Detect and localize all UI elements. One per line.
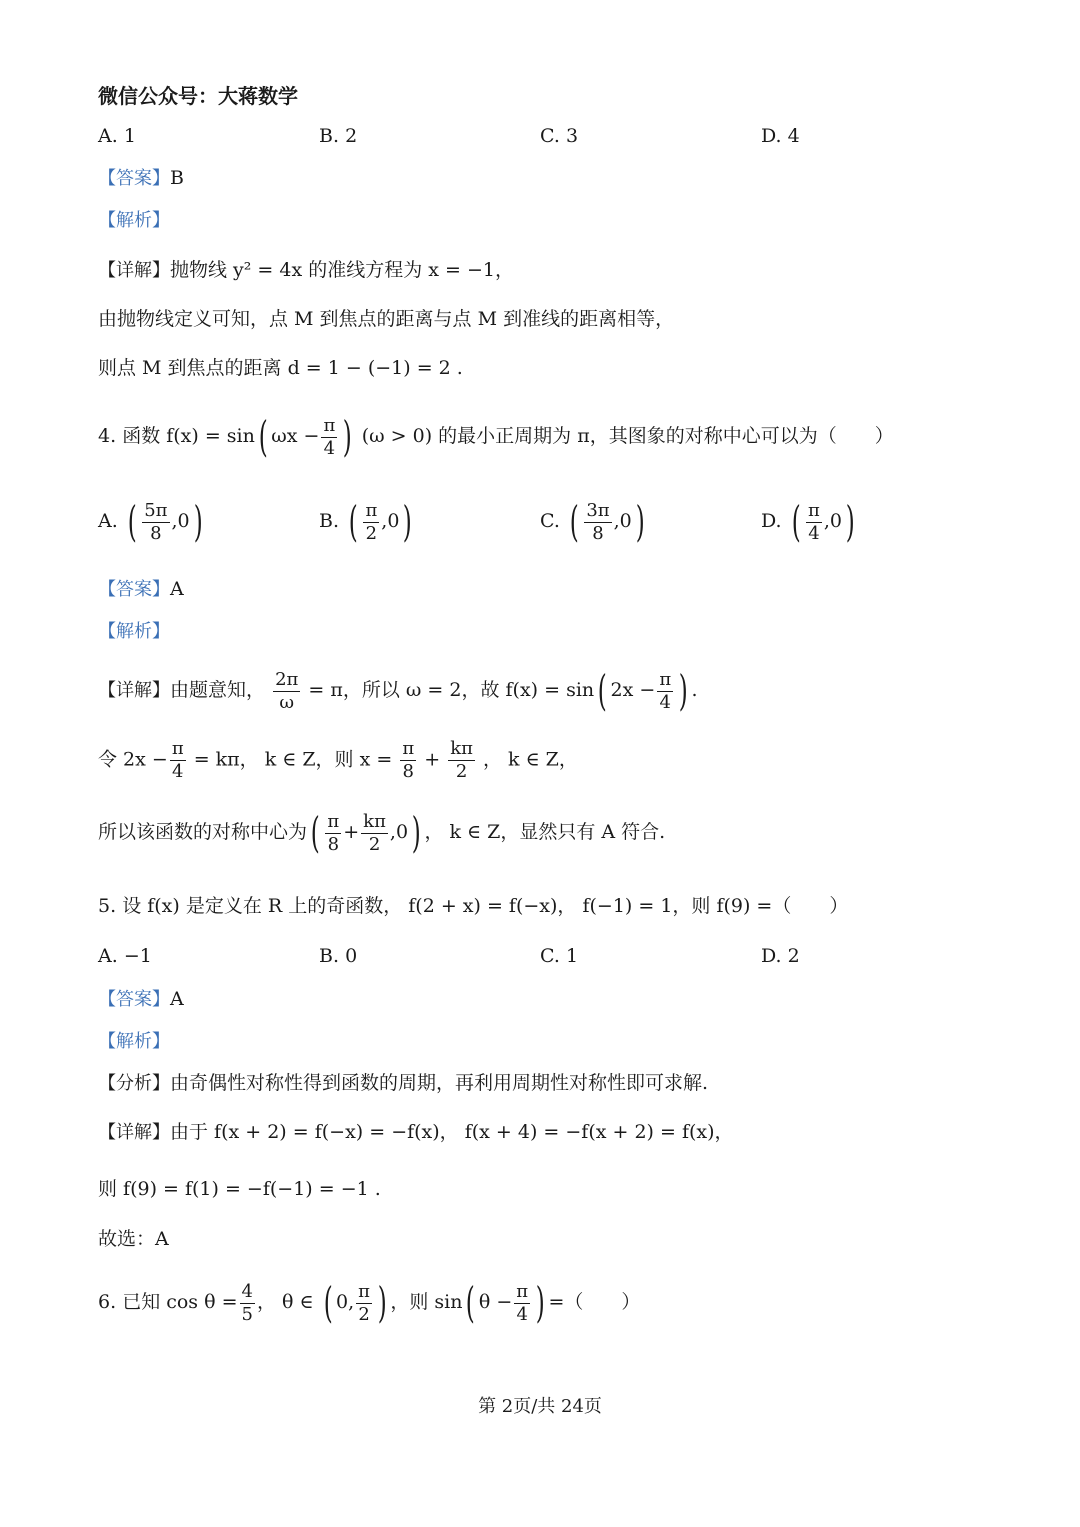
q5-choice: 故选：A: [98, 1228, 169, 1250]
q3-detail-1: 【详解】抛物线 y² = 4x 的准线方程为 x = −1，: [98, 259, 514, 281]
q3-detail-3: 则点 M 到焦点的距离 d = 1 − (−1) = 2 .: [98, 357, 463, 379]
q5-option-d: D. 2: [761, 945, 800, 967]
q3-detail-2: 由抛物线定义可知，点 M 到焦点的距离与点 M 到准线的距离相等，: [98, 308, 675, 330]
q4-option-d: D. ( $\frac{\pi}{4}$ ,0): [761, 497, 855, 546]
q4-detail-1: 【详解】由题意知， $\frac{2\pi}{\omega}$ = π，所以 ω = 2，故 f(x) = sin( 2x − $\frac{\pi}{4}$ ) .: [98, 666, 698, 715]
q5-detail-2: 则 f(9) = f(1) = −f(−1) = −1 .: [98, 1178, 381, 1200]
q4-option-b: B. ( $\frac{\pi}{2}$ ,0): [319, 497, 413, 546]
q5-option-c: C. 1: [540, 945, 579, 967]
q5-answer: 【答案】A: [98, 988, 184, 1010]
page-footer: 第 2页/共 24页: [478, 1396, 602, 1417]
q4-option-a: A. ( $\frac{5\pi}{8}$ ,0): [98, 497, 203, 546]
q3-option-d: D. 4: [761, 125, 800, 147]
q5-detail-1: 【详解】由于 f(x + 2) = f(−x) = −f(x)， f(x + 4) = −f(x + 2) = f(x)，: [98, 1121, 734, 1143]
q5-stem: 5. 设 f(x) 是定义在 R 上的奇函数， f(2 + x) = f(−x)， f(−1) = 1，则 f(9) =（ ）: [98, 895, 849, 917]
page-header-title: 微信公众号：大蒋数学: [98, 84, 298, 108]
q5-option-a: A. −1: [98, 945, 152, 967]
q3-analysis-tag: 【解析】: [98, 210, 170, 231]
q6-stem: 6. 已知 cos θ = $\frac{4}{5}$ ， θ ∈ ( 0, $\frac{\pi}{2}$ ) ，则 sin( θ − $\frac{\pi}{4}$ ) =（ ）: [98, 1278, 641, 1327]
q4-option-c: C. ( $\frac{3\pi}{8}$ ,0): [540, 497, 645, 546]
q3-option-b: B. 2: [319, 125, 358, 147]
q4-detail-2: 令 2x − $\frac{\pi}{4}$ = kπ， k ∈ Z，则 x = $\frac{\pi}{8}$ + $\frac{k\pi}{2}$ ， k ∈ Z，: [98, 738, 578, 782]
q3-option-a: A. 1: [98, 125, 136, 147]
q4-answer: 【答案】A: [98, 578, 184, 600]
q5-fenxi: 【分析】由奇偶性对称性得到函数的周期，再利用周期性对称性即可求解.: [98, 1072, 709, 1094]
q5-option-b: B. 0: [319, 945, 358, 967]
q3-option-c: C. 3: [540, 125, 579, 147]
q4-detail-3: 所以该函数的对称中心为( $\frac{\pi}{8}$ + $\frac{k\pi}{2}$ ,0) ， k ∈ Z，显然只有 A 符合.: [98, 808, 666, 857]
q4-stem: 4. 函数 f(x) = sin( ωx − $\frac{\pi}{4}$ ) (ω > 0) 的最小正周期为 π，其图象的对称中心可以为（ ）: [98, 412, 894, 461]
q3-answer: 【答案】B: [98, 167, 184, 189]
q5-analysis-tag: 【解析】: [98, 1031, 170, 1052]
q4-analysis-tag: 【解析】: [98, 621, 170, 642]
